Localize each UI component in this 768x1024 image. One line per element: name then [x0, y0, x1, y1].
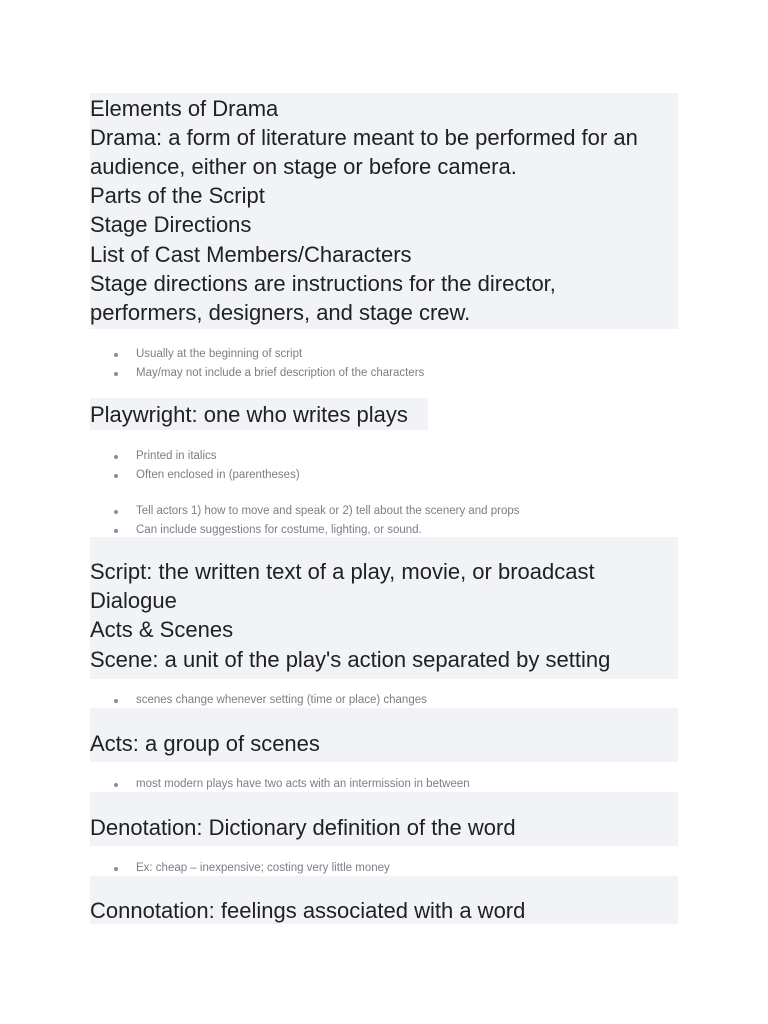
doc-line: Scene: a unit of the play's action separated by setting: [90, 647, 611, 672]
doc-line: Script: the written text of a play, movie, or broadcast: [90, 559, 595, 584]
list-item: Tell actors 1) how to move and speak or 2) tell about the scenery and props: [90, 502, 520, 521]
bullet-icon: [114, 372, 118, 376]
doc-heading: Playwright: one who writes plays: [90, 402, 408, 427]
list-item: scenes change whenever setting (time or place) changes: [90, 691, 427, 710]
doc-heading: Connotation: feelings associated with a word: [90, 898, 526, 923]
bullet-list: [90, 502, 520, 540]
doc-line: performers, designers, and stage crew.: [90, 300, 471, 325]
bullet-icon: [114, 353, 118, 357]
list-item: Often enclosed in (parentheses): [90, 466, 300, 485]
doc-line: Acts & Scenes: [90, 617, 234, 642]
doc-line: Dialogue: [90, 588, 177, 613]
list-item: most modern plays have two acts with an intermission in between: [90, 775, 470, 794]
list-item: May/may not include a brief description of the characters: [90, 364, 424, 383]
doc-line: Drama: a form of literature meant to be performed for an: [90, 125, 638, 150]
doc-line: Stage Directions: [90, 212, 252, 237]
list-item: Can include suggestions for costume, lighting, or sound.: [90, 521, 520, 540]
doc-heading: Acts: a group of scenes: [90, 731, 320, 756]
bullet-list: [90, 447, 300, 485]
bullet-list: [90, 775, 470, 794]
bullet-icon: [114, 455, 118, 459]
bullet-icon: [114, 867, 118, 871]
bullet-icon: [114, 699, 118, 703]
doc-line: Parts of the Script: [90, 183, 265, 208]
doc-line: Stage directions are instructions for the director,: [90, 271, 556, 296]
bullet-icon: [114, 474, 118, 478]
doc-title: Elements of Drama: [90, 96, 279, 121]
doc-heading: Denotation: Dictionary definition of the word: [90, 815, 516, 840]
doc-line: audience, either on stage or before camera.: [90, 154, 517, 179]
bullet-icon: [114, 529, 118, 533]
bullet-list: [90, 859, 390, 878]
bullet-list: [90, 691, 427, 710]
bullet-list: [90, 345, 424, 383]
list-item: Usually at the beginning of script: [90, 345, 424, 364]
bullet-icon: [114, 783, 118, 787]
doc-line: List of Cast Members/Characters: [90, 242, 412, 267]
list-item: Ex: cheap – inexpensive; costing very little money: [90, 859, 390, 878]
list-item: Printed in italics: [90, 447, 300, 466]
bullet-icon: [114, 510, 118, 514]
